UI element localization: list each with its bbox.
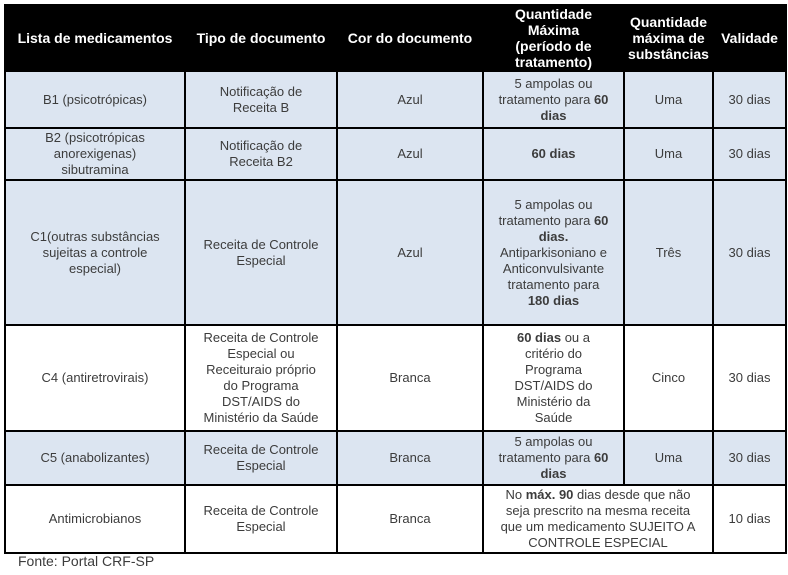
cell-cor-documento: Branca — [337, 485, 483, 553]
cell-tipo-documento: Receita de Controle Especial — [185, 485, 337, 553]
cell-quantidade-substancias: Uma — [624, 431, 713, 485]
column-header-quantidade-maxima: Quantidade Máxima (período de tratamento) — [483, 5, 624, 71]
cell-quantidade-substancias: Uma — [624, 128, 713, 180]
cell-quantidade-substancias: Uma — [624, 71, 713, 128]
column-header-tipo-documento: Tipo de documento — [185, 5, 337, 71]
cell-quantidade-maxima: 60 dias — [483, 128, 624, 180]
cell-quantidade-substancias: Cinco — [624, 325, 713, 431]
cell-tipo-documento: Notificação de Receita B — [185, 71, 337, 128]
cell-lista-medicamentos: B1 (psicotrópicas) — [5, 71, 185, 128]
cell-lista-medicamentos: Antimicrobianos — [5, 485, 185, 553]
column-header-cor-documento: Cor do documento — [337, 5, 483, 71]
table-header-row — [5, 5, 786, 71]
table-row — [5, 71, 786, 128]
cell-quantidade-maxima: 5 ampolas ou tratamento para 60 dias — [483, 431, 624, 485]
table-row — [5, 180, 786, 325]
table-body — [5, 71, 786, 553]
cell-lista-medicamentos: C5 (anabolizantes) — [5, 431, 185, 485]
cell-lista-medicamentos: C1(outras substâncias sujeitas a controle especial) — [5, 180, 185, 325]
cell-quantidade-maxima: No máx. 90 dias desde que não seja prescrito na mesma receita que um medicamento SUJEITO A CONTROLE ESPECIAL — [483, 485, 713, 553]
cell-cor-documento: Azul — [337, 128, 483, 180]
medications-table — [4, 4, 787, 554]
table-row — [5, 431, 786, 485]
table-row — [5, 485, 786, 553]
cell-tipo-documento: Receita de Controle Especial — [185, 180, 337, 325]
cell-validade: 30 dias — [713, 128, 786, 180]
cell-cor-documento: Azul — [337, 71, 483, 128]
cell-tipo-documento: Receita de Controle Especial — [185, 431, 337, 485]
column-header-lista-medicamentos: Lista de medicamentos — [5, 5, 185, 71]
cell-validade: 30 dias — [713, 71, 786, 128]
cell-validade: 30 dias — [713, 431, 786, 485]
cell-tipo-documento: Receita de Controle Especial ou Receituraio próprio do Programa DST/AIDS do Ministério da Saúde — [185, 325, 337, 431]
cell-quantidade-maxima: 5 ampolas ou tratamento para 60 dias. Antiparkisoniano e Anticonvulsivante tratamento para 180 dias — [483, 180, 624, 325]
table-header — [5, 5, 786, 71]
cell-lista-medicamentos: B2 (psicotrópicas anorexigenas) sibutramina — [5, 128, 185, 180]
cell-validade: 30 dias — [713, 180, 786, 325]
cell-validade: 10 dias — [713, 485, 786, 553]
cell-cor-documento: Branca — [337, 325, 483, 431]
cell-tipo-documento: Notificação de Receita B2 — [185, 128, 337, 180]
column-header-validade: Validade — [713, 5, 786, 71]
cell-quantidade-maxima: 60 dias ou a critério do Programa DST/AIDS do Ministério da Saúde — [483, 325, 624, 431]
cell-quantidade-maxima: 5 ampolas ou tratamento para 60 dias — [483, 71, 624, 128]
cell-validade: 30 dias — [713, 325, 786, 431]
table-row — [5, 128, 786, 180]
cell-cor-documento: Azul — [337, 180, 483, 325]
cell-lista-medicamentos: C4 (antiretrovirais) — [5, 325, 185, 431]
cell-quantidade-substancias: Três — [624, 180, 713, 325]
cell-cor-documento: Branca — [337, 431, 483, 485]
column-header-quantidade-substancias: Quantidade máxima de substâncias — [624, 5, 713, 71]
table-row — [5, 325, 786, 431]
table-source-note: Fonte: Portal CRF-SP — [18, 553, 155, 569]
